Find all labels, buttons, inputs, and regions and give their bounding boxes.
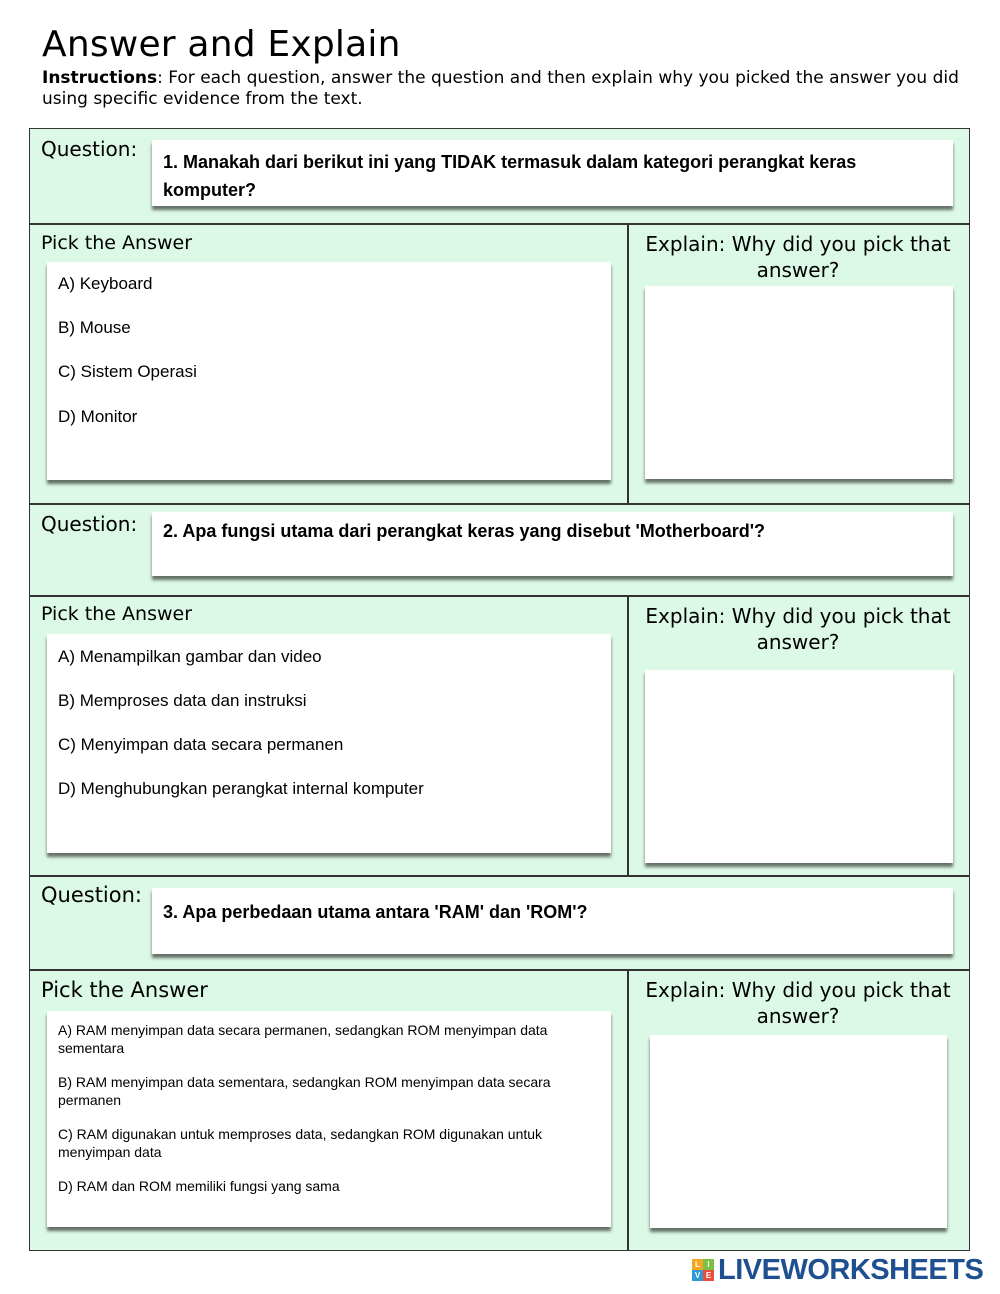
question-2-text: 2. Apa fungsi utama dari perangkat keras yang disebut 'Motherboard'? xyxy=(163,521,766,541)
explain-label: Explain: Why did you pick that answer? xyxy=(645,604,951,654)
liveworksheets-logo[interactable] xyxy=(692,1255,983,1285)
logo-mark-letter: L xyxy=(692,1259,703,1270)
pick-answer-label: Pick the Answer xyxy=(41,978,208,1002)
answer-3-options[interactable] xyxy=(47,1011,611,1227)
option-1d[interactable]: D) Monitor xyxy=(58,407,138,426)
divider xyxy=(29,503,970,505)
logo-text: LIVEWORKSHEETS xyxy=(718,1253,984,1286)
divider xyxy=(29,595,970,597)
explain-label: Explain: Why did you pick that answer? xyxy=(645,232,951,282)
divider xyxy=(29,969,970,971)
option-1b[interactable]: B) Mouse xyxy=(58,318,131,337)
divider xyxy=(29,875,970,877)
logo-mark-icon xyxy=(692,1259,714,1281)
option-3b[interactable]: B) RAM menyimpan data sementara, sedangkan ROM menyimpan data secara permanen xyxy=(58,1074,551,1108)
question-label: Question: xyxy=(41,883,143,907)
answer-1-options[interactable] xyxy=(47,262,611,480)
explain-1-box[interactable] xyxy=(645,286,953,479)
option-2a[interactable]: A) Menampilkan gambar dan video xyxy=(58,647,322,666)
explain-2-box[interactable] xyxy=(645,670,953,863)
question-label: Question: xyxy=(41,512,138,536)
explain-label: Explain: Why did you pick that answer? xyxy=(645,978,951,1028)
option-3a[interactable]: A) RAM menyimpan data secara permanen, sedangkan ROM menyimpan data sementara xyxy=(58,1022,548,1056)
question-1-text: 1. Manakah dari berikut ini yang TIDAK termasuk dalam kategori perangkat keras komputer? xyxy=(163,152,857,200)
pick-answer-label: Pick the Answer xyxy=(41,603,193,625)
question-3-text: 3. Apa perbedaan utama antara 'RAM' dan 'ROM'? xyxy=(163,902,588,922)
option-1c[interactable]: C) Sistem Operasi xyxy=(58,362,197,381)
option-1a[interactable]: A) Keyboard xyxy=(58,274,153,293)
option-2d[interactable]: D) Menghubungkan perangkat internal komputer xyxy=(58,779,424,798)
divider xyxy=(29,223,970,225)
question-label: Question: xyxy=(41,137,138,161)
pick-answer-label: Pick the Answer xyxy=(41,232,193,254)
option-2c[interactable]: C) Menyimpan data secara permanen xyxy=(58,735,344,754)
logo-mark-letter: V xyxy=(692,1270,703,1281)
logo-mark-letter: I xyxy=(703,1259,714,1270)
option-3c[interactable]: C) RAM digunakan untuk memproses data, sedangkan ROM digunakan untuk menyimpan data xyxy=(58,1126,543,1160)
page-title: Answer and Explain xyxy=(42,24,401,65)
answer-2-options[interactable] xyxy=(47,634,611,853)
option-3d[interactable]: D) RAM dan ROM memiliki fungsi yang sama xyxy=(58,1178,340,1194)
instructions-text: : For each question, answer the question and then explain why you picked the answer you did using specific evidence from the text. xyxy=(42,68,959,109)
question-3-box xyxy=(152,888,953,954)
question-2-box xyxy=(152,512,953,576)
instructions xyxy=(42,68,972,110)
instructions-label: Instructions xyxy=(42,68,158,88)
option-2b[interactable]: B) Memproses data dan instruksi xyxy=(58,691,307,710)
explain-3-box[interactable] xyxy=(650,1035,947,1228)
question-1-box xyxy=(152,140,953,206)
logo-mark-letter: E xyxy=(703,1270,714,1281)
